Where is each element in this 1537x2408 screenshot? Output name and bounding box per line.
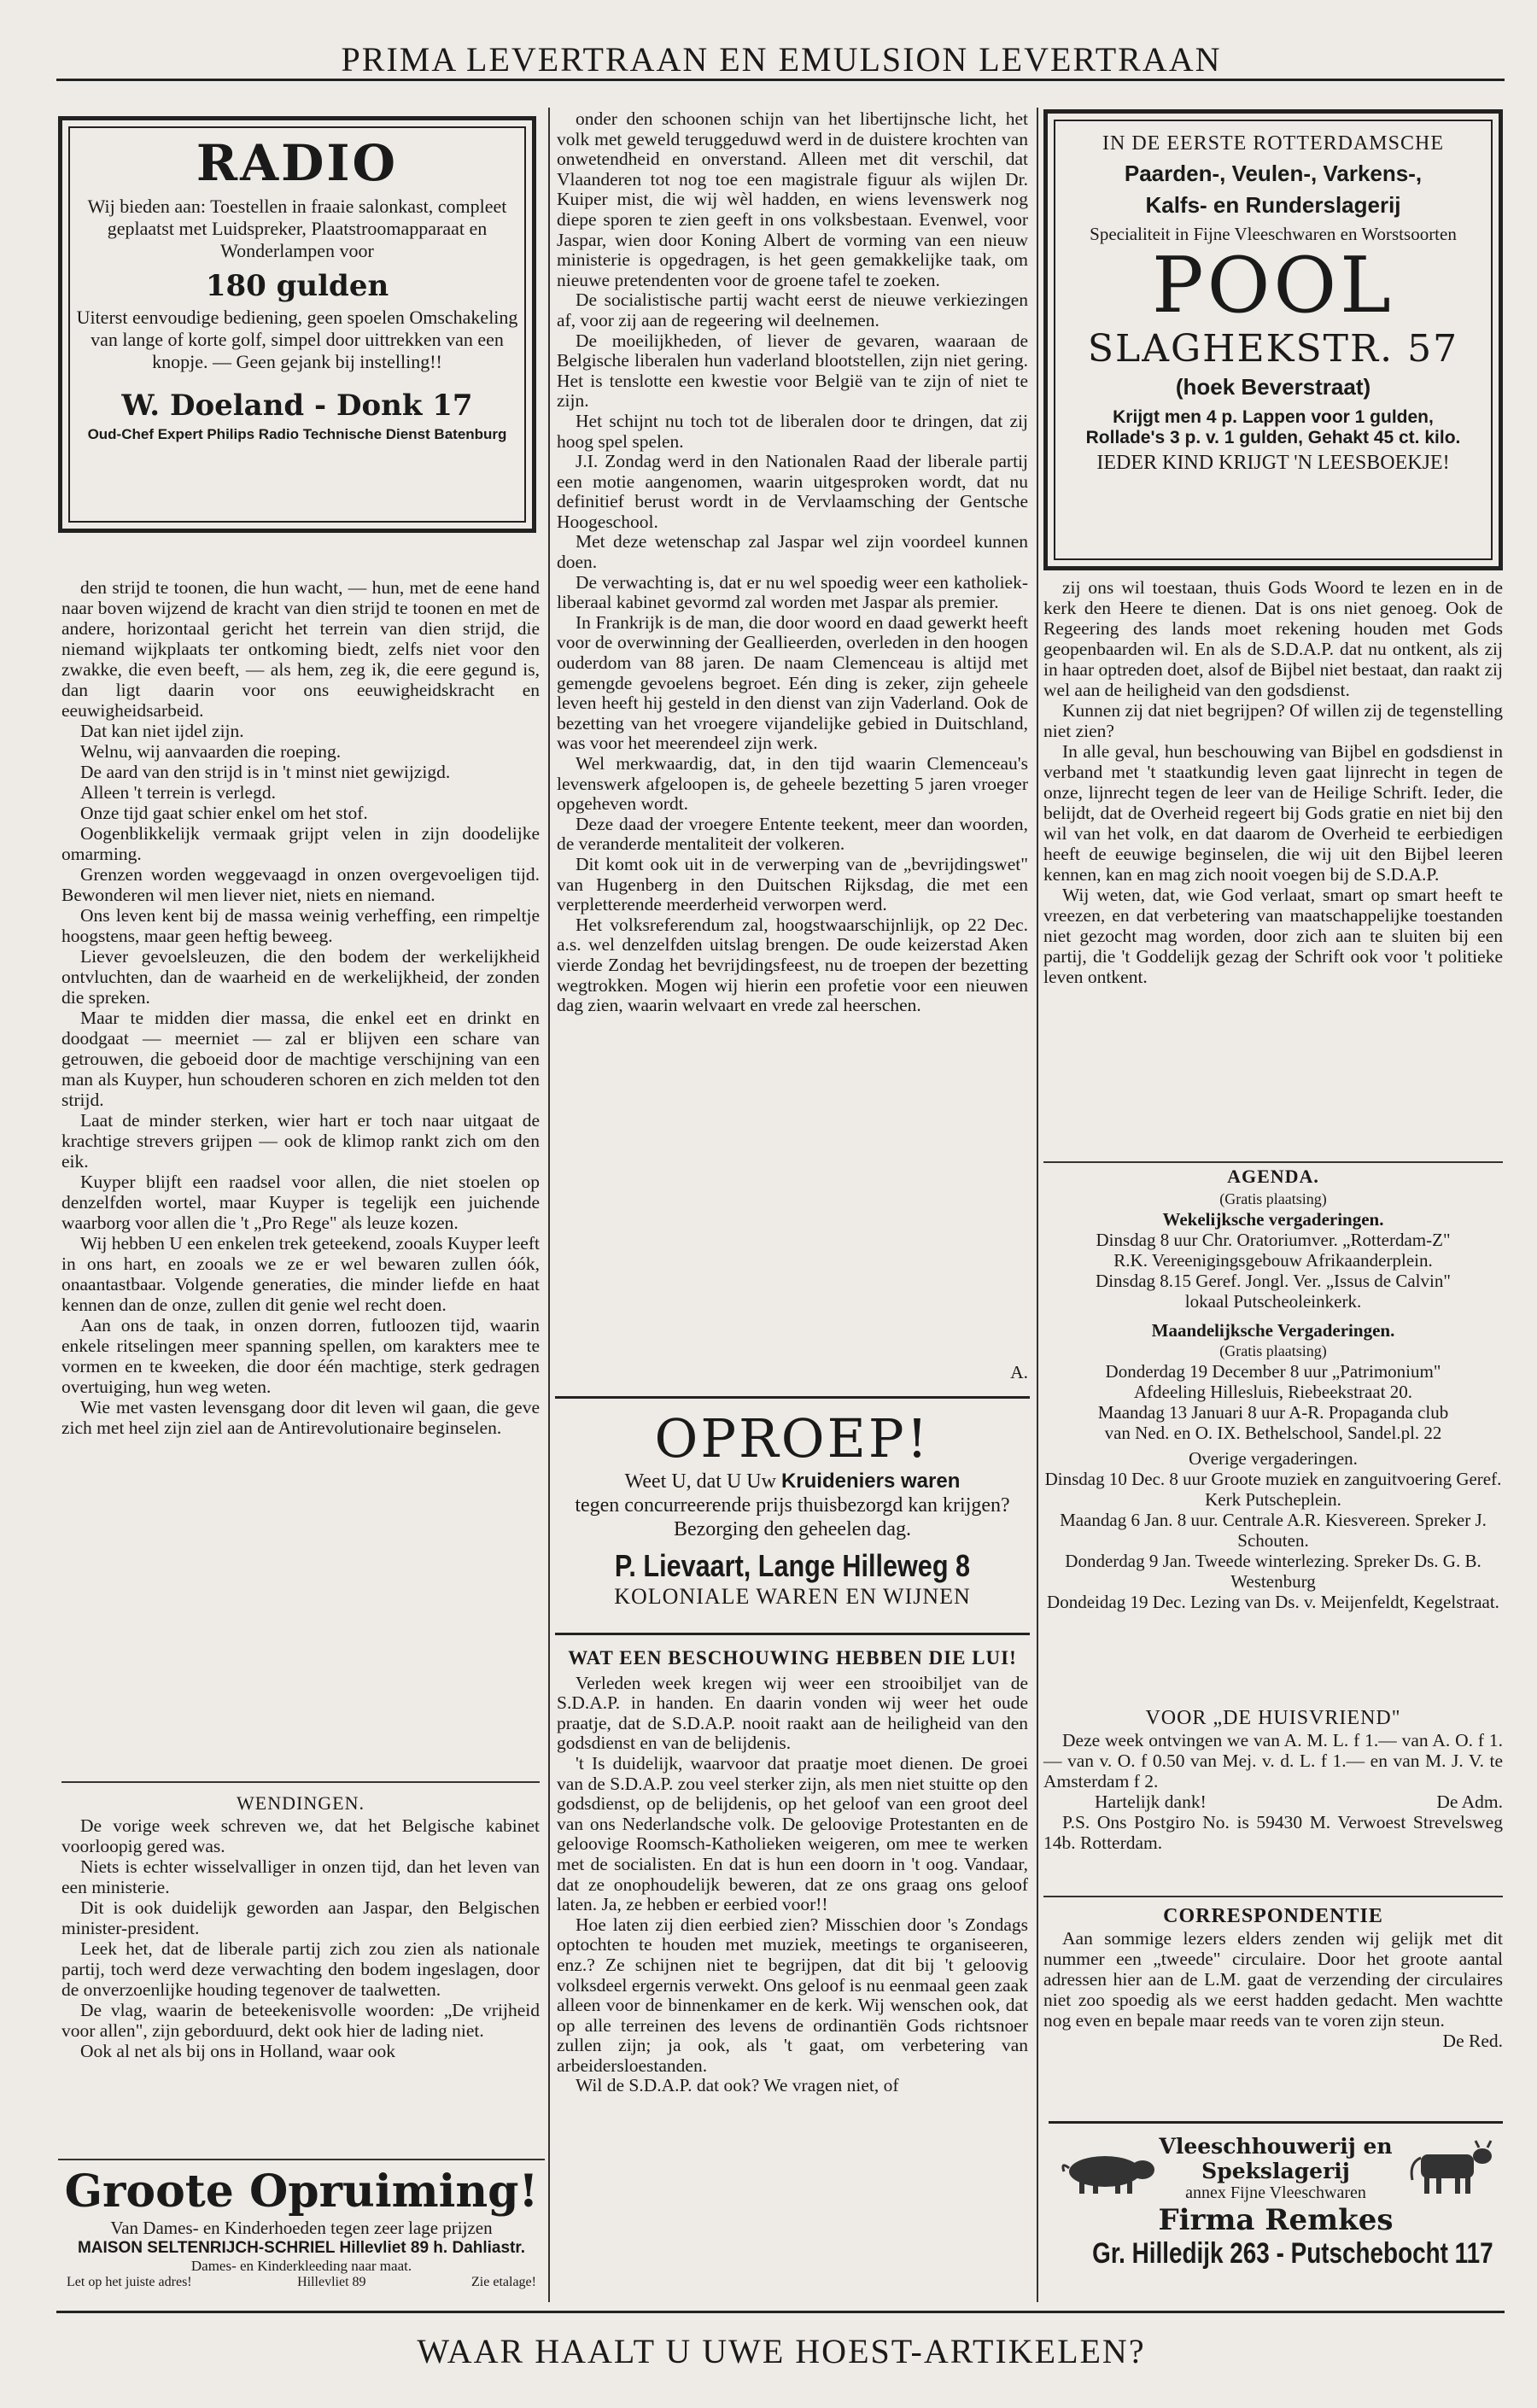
paragraph: Het schijnt nu toch tot de liberalen door te dringen, dat zij hoog spel spelen. xyxy=(557,410,1028,452)
paragraph: Liever gevoelsleuzen, die den bodem der werkelijkheid ontvluchten, dan de waarheid en de werkelijkheid, der zonden die spreken. xyxy=(61,946,540,1008)
remkes-line2: Spekslagerij xyxy=(1201,2159,1350,2183)
paragraph: zij ons wil toestaan, thuis Gods Woord te lezen en in de kerk den Heere te dienen. Dat is ons niet genoeg. Ook de Regeering des lands moet rekening houden met Gods geopenbaarden wil. En als de S.D.A.P. dat nu ontkent, als zij in haar optreden doet, alsof de Bijbel niet bestaat, dan raakt zij wel aan de heiligheid van den godsdienst. xyxy=(1043,577,1503,700)
agenda-monthly-title: Maandelijksche Vergaderingen. xyxy=(1151,1320,1395,1341)
opruiming-ad xyxy=(58,2159,545,2287)
agenda-rule xyxy=(1043,1161,1503,1163)
pool-name: POOL xyxy=(1152,241,1394,330)
agenda-other-title: Overige vergaderingen. xyxy=(1189,1448,1358,1469)
agenda-entry: Dinsdag 8 uur Chr. Oratoriumver. „Rotterdam-Z" xyxy=(1096,1230,1451,1250)
paragraph: Wij weten, dat, wie God verlaat, smart op smart heeft te vreezen, en dat verbetering van maatschappelijke toestanden niet gezocht mag worden, door zich aan te sluiten bij een partij, die 't Goddelijk gezag der Schrift ook voor 't politieke leven ontkent. xyxy=(1043,885,1503,987)
agenda-entry: Donderdag 19 December 8 uur „Patrimonium" xyxy=(1105,1361,1441,1382)
pool-line3: Kalfs- en Runderslagerij xyxy=(1145,192,1401,218)
beschouwing-article xyxy=(557,1648,1028,2096)
agenda-entry: Maandag 13 Januari 8 uur A-R. Propaganda club xyxy=(1097,1402,1449,1423)
paragraph: Welnu, wij aanvaarden die roeping. xyxy=(80,741,342,762)
agenda-entry: R.K. Vereenigingsgebouw Afrikaanderplein. xyxy=(1113,1250,1433,1271)
paragraph: Aan ons de taak, in onzen dorren, futloozen tijd, waarin enkele ritselingen meer spanning spellen, om karakters mee te vormen en te kweeken, die door één machtige, sterk gedragen overtuiging, hun weg weten. xyxy=(61,1315,540,1397)
paragraph: Deze daad der vroegere Entente teekent, meer dan woorden, de veranderde mentaliteit der volkeren. xyxy=(557,813,1028,855)
paragraph: Alleen 't terrein is verlegd. xyxy=(80,782,276,803)
opruiming-line4-left: Let op het juiste adres! xyxy=(67,2275,192,2289)
remkes-address: Gr. Hilledijk 263 - Putschebocht 117 xyxy=(1092,2237,1493,2270)
pig-icon xyxy=(1055,2146,1158,2201)
pool-offer1: Krijgt men 4 p. Lappen voor 1 gulden, xyxy=(1113,407,1434,427)
oproep-line1-b: Kruideniers waren xyxy=(780,1470,961,1493)
paragraph: Wel merkwaardig, dat, in den tijd waarin Clemenceau's levenswerk afgeloopen is, de geheele bezetting 5 jaren vroeger opgeheven wordt. xyxy=(557,753,1028,815)
paragraph: In alle geval, hun beschouwing van Bijbel en godsdienst in verband met 't staatkundig leven gaat lijnrecht in tegen de onze, lijnrecht tegen de leer van de Heilige Schrift. Ieder, die belijdt, dat de Overheid regeert bij Gods gratie en niet bij den wil van het volk, en dat daarom de Overheid te eerbiedigen heeft de eeuwige beginselen, die wij uit den Bijbel leeren kennen, kan en mag zich nooit voegen bij de S.D.A.P. xyxy=(1043,741,1503,885)
column-3-article xyxy=(1043,577,1503,987)
correspondentie-sign: De Red. xyxy=(1442,2031,1503,2051)
oproep-sub: KOLONIALE WAREN EN WIJNEN xyxy=(614,1584,971,1609)
column-divider-1 xyxy=(548,108,550,2302)
cow-icon xyxy=(1402,2137,1496,2201)
remkes-line3: annex Fijne Vleeschwaren xyxy=(1185,2183,1366,2202)
paragraph: onder den schoonen schijn van het libertijnsche licht, het volk met geweld teruggeduwd werd in de duistere krochten van onwetendheid en onverstand. Alleen met dit verschil, dat Vlaanderen tot nog toe een magistrale figuur als wijlen Dr. Kuiper mist, die wij wèl hadden, en wiens levenswerk nog diepe sporen te zien geeft in ons volksbestaan. Evenwel, voor Jaspar, wien door Koning Albert de vorming van een nieuw ministerie is opgedragen, is het geen gemakkelijke taak, om nieuwe pretendenten voor de groene tafel te zoeken. xyxy=(557,108,1028,290)
agenda-entry: Dinsdag 8.15 Geref. Jongl. Ver. „Issus de Calvin" xyxy=(1096,1271,1451,1291)
oproep-line2: tegen concurreerende prijs thuisbezorgd kan krijgen? Bezorging den geheelen dag. xyxy=(575,1494,1010,1540)
opruiming-line3: Dames- en Kinderkleeding naar maat. xyxy=(190,2258,412,2274)
paragraph: Met deze wetenschap zal Jaspar wel zijn voordeel kunnen doen. xyxy=(557,531,1028,573)
beschouwing-title: WAT EEN BESCHOUWING HEBBEN DIE LUI! xyxy=(568,1647,1017,1669)
paragraph: 't Is duidelijk, waarvoor dat praatje moet dienen. De groei van de S.D.A.P. zou veel sterker zijn, als men niet stuitte op den godsdienst, op de belijdenis, op het geloof van een groot deel van ons Nederlandsche volk. De geloovige Protestanten en de geloovige Roomsch-Katholieken weigeren, om mee te werken met de socialisten. En dat is hun een doorn in 't oog. Vandaar, dat ze onophoudelijk beweren, dat ze ons graag ons geloof laten. Ja, ze hebben er eerbied voor!! xyxy=(557,1752,1028,1915)
oproep-ad xyxy=(555,1396,1030,1635)
paragraph: Kuyper blijft een raadsel voor allen, die niet stoelen op denzelfden wortel, maar Kuyper is tegelijk een juichende waarborg voor allen die 't „Pro Rege" als leuze kozen. xyxy=(61,1172,540,1233)
column-2-signature: A. xyxy=(1010,1362,1028,1382)
pool-offer3: IEDER KIND KRIJGT 'N LEESBOEKJE! xyxy=(1096,452,1450,474)
correspondentie-section xyxy=(1043,1896,1503,2051)
footer-rule xyxy=(56,2311,1505,2313)
paragraph: Hoe laten zij dien eerbied zien? Misschien door 's Zondags optochten te houden met muziek, meetings te organiseeren, enz.? Ze schijnen niet te begrijpen, dat dit bij 't geloovig volksdeel ergernis verwekt. Ons geloof is nu eenmaal geen zaak alleen voor de binnenkamer en de kerk. Wij wenschen ook, dat op alle terreinen des levens de ordinantiën Gods richtsnoer zullen zijn; ja ook, als 't gaat, om verbetering van arbeidersloestanden. xyxy=(557,1914,1028,2076)
paragraph: De vlag, waarin de beteekenisvolle woorden: „De vrijheid voor allen", zijn geborduurd, dekt ook hier de lading niet. xyxy=(61,2000,540,2041)
agenda-monthly-sub: (Gratis plaatsing) xyxy=(1219,1342,1327,1359)
paragraph: Dat kan niet ijdel zijn. xyxy=(80,721,244,741)
column-1-article xyxy=(61,577,540,1438)
pool-corner: (hoek Beverstraat) xyxy=(1175,374,1371,400)
opruiming-line2: MAISON SELTENRIJCH-SCHRIEL Hillevliet 89 h. Dahliastr. xyxy=(77,2239,526,2257)
huisvriend-section xyxy=(1043,1708,1503,1853)
paragraph: De verwachting is, dat er nu wel spoedig weer een katholiek-liberaal kabinet gevormd zal worden met Jaspar als premier. xyxy=(557,571,1028,613)
wendingen-article xyxy=(61,1781,540,2061)
paragraph: Niets is echter wisselvalliger in onzen tijd, dan het leven van een ministerie. xyxy=(61,1856,540,1897)
paragraph: De moeilijkheden, of liever de gevaren, waaraan de Belgische liberalen hun vaderland blootstellen, zijn niet gering. Het is tenslotte een kwestie voor België van te zijn of niet te zijn. xyxy=(557,330,1028,412)
agenda-title: AGENDA. xyxy=(1227,1166,1319,1187)
column-2-article xyxy=(557,109,1028,1016)
correspondentie-text: Aan sommige lezers elders zenden wij gelijk met dit nummer een „tweede" circulaire. Door het groote aantal adressen hier aan de L.M. gaat de verzending der circulaires niet zoo spoedig als we eerst hadden gedacht. Men wachtte nog even en bepale maar reeds van te voren zijn steun. xyxy=(1043,1928,1503,2031)
masthead-rule xyxy=(56,79,1505,81)
column-divider-2 xyxy=(1037,108,1038,2302)
correspondentie-title: CORRESPONDENTIE xyxy=(1163,1905,1383,1927)
agenda-other-list xyxy=(1043,1469,1503,1612)
oproep-title: OPROEP! xyxy=(654,1407,931,1470)
paragraph: In Frankrijk is de man, die door woord en daad gewerkt heeft voor de overwinning der Geallieerden, overleden in den hoogen ouderdom van 88 jaren. De naam Clemenceau is altijd met gemengde gevoelens begroet. Eén ding is zeker, zijn geheele leven heeft hij gesteld in den dienst van zijn Vaderland. Ook de bezetting van het vroegere vijandelijke gebied in Duitschland, was voor het meerendeel zijn werk. xyxy=(557,611,1028,754)
paragraph: Wij hebben U een enkelen trek geteekend, zooals Kuyper leeft in ons hart, en zooals we ze er wel bewaren zullen óók, onaantastbaar. Volgende generaties, die minder liefde en haat kennen dan de onze, zullen dit genie wel recht doen. xyxy=(61,1233,540,1315)
agenda-entry: Maandag 6 Jan. 8 uur. Centrale A.R. Kiesvereen. Spreker J. Schouten. xyxy=(1060,1510,1487,1551)
huisvriend-thanks-row xyxy=(1043,1791,1503,1812)
radio-ad-title: RADIO xyxy=(196,134,399,192)
agenda-entry: lokaal Putscheoleinkerk. xyxy=(1184,1291,1362,1312)
pool-line2: Paarden-, Veulen-, Varkens-, xyxy=(1124,161,1423,186)
huisvriend-adm: De Adm. xyxy=(1436,1791,1503,1812)
radio-ad xyxy=(58,116,536,533)
pool-line1: IN DE EERSTE ROTTERDAMSCHE xyxy=(1102,132,1444,155)
opruiming-rule xyxy=(58,2159,545,2160)
paragraph: Maar te midden dier massa, die enkel eet en drinkt en doodgaat — meerniet — zal er blijven een schare van getrouwen, die geboeid door de machtige verschijning van een man als Kuyper, hun schouderen schoren en zich melden tot den strijd. xyxy=(61,1008,540,1110)
paragraph: Laat de minder sterken, wier hart er toch naar uitgaat de krachtige strevers grijpen — ook de klimop rankt zich om den eik. xyxy=(61,1110,540,1172)
paragraph: Wie met vasten levensgang door dit leven wil gaan, die geve zich met heel zijn ziel aan de Antirevolutionaire beginselen. xyxy=(61,1397,540,1438)
remkes-name: Firma Remkes xyxy=(1158,2203,1394,2237)
paragraph: J.I. Zondag werd in den Nationalen Raad der liberale partij een motie aangenomen, waarin uitgesproken wordt, dat nu definitief berust wordt in de Vervlaamsching der Gentsche Hoogeschool. xyxy=(557,451,1028,532)
oproep-line1-a: Weet U, dat U Uw xyxy=(624,1470,781,1493)
pool-ad xyxy=(1043,109,1503,570)
paragraph: Ons leven kent bij de massa weinig verheffing, een rimpeltje hoogstens, maar geen heftig beweeg. xyxy=(61,905,540,946)
footer-banner: WAAR HAALT U UWE HOEST-ARTIKELEN? xyxy=(417,2332,1146,2370)
huisvriend-ps: P.S. Ons Postgiro No. is 59430 M. Verwoest Strevelsweg 14b. Rotterdam. xyxy=(1043,1812,1503,1853)
opruiming-line4-right: Zie etalage! xyxy=(471,2275,536,2289)
wendingen-body xyxy=(61,1815,540,2061)
paragraph: den strijd te toonen, die hun wacht, — hun, met de eene hand naar boven wijzend de kracht van dien strijd te toonen en met de andere, horizontaal gericht het terrein van dien strijd, die niemand wijkplaats ter ontkoming biedt, zelfs niet voor den zwakke, die even beeft, — als hem, zeg ik, die eere gegund is, dan ligt daarin voor ons eeuwigheidskracht en eeuwigheidsarbeid. xyxy=(61,577,540,721)
radio-ad-name: W. Doeland - Donk 17 xyxy=(121,389,473,423)
huisvriend-text: Deze week ontvingen we van A. M. L. f 1.— van A. O. f 1.— van v. O. f 0.50 van Mej. v. d. L. f 1.— en van M. J. V. te Amsterdam f 2. xyxy=(1043,1730,1503,1791)
remkes-line1: Vleeschhouwerij en xyxy=(1159,2134,1393,2159)
radio-ad-details: Uiterst eenvoudige bediening, geen spoelen Omschakeling van lange of korte golf, simpel door uittrekken van een knopje. — Geen gejank bij instelling!! xyxy=(76,307,518,372)
oproep-name: P. Lievaart, Lange Hilleweg 8 xyxy=(614,1548,971,1583)
agenda-entry: van Ned. en O. IX. Bethelschool, Sandel.pl. 22 xyxy=(1104,1423,1442,1443)
agenda-entry: Dondeidag 19 Dec. Lezing van Ds. v. Meijenfeldt, Kegelstraat. xyxy=(1047,1592,1499,1612)
pool-street: SLAGHEKSTR. 57 xyxy=(1087,327,1459,371)
agenda-entry: Donderdag 9 Jan. Tweede winterlezing. Spreker Ds. G. B. Westenburg xyxy=(1065,1551,1481,1592)
opruiming-line1: Van Dames- en Kinderhoeden tegen zeer lage prijzen xyxy=(110,2218,493,2238)
beschouwing-body xyxy=(557,1674,1028,2096)
agenda-section xyxy=(1043,1161,1503,1612)
masthead: PRIMA LEVERTRAAN EN EMULSION LEVERTRAAN xyxy=(341,40,1222,79)
paragraph: Kunnen zij dat niet begrijpen? Of willen zij de tegenstelling niet zien? xyxy=(1043,700,1503,741)
agenda-entry: Afdeeling Hillesluis, Riebeekstraat 20. xyxy=(1133,1382,1412,1402)
paragraph: Het volksreferendum zal, hoogstwaarschijnlijk, op 22 Dec. a.s. wel denzelfden uitslag brengen. De oude keizerstad Aken vierde Zondag het bevrijdingsfeest, nu de troepen der bezetting wegtrokken. Mogen wij hierin een profetie voor een nieuwen dag zien, waarin welvaart en vrede zal heerschen. xyxy=(557,914,1028,1016)
paragraph: Leek het, dat de liberale partij zich zou zien als nationale partij, toch werd deze verwachting den bodem ingeslagen, door de onverzoenlijke houding tegenover de taalwetten. xyxy=(61,1938,540,2000)
opruiming-line4 xyxy=(58,2275,545,2290)
paragraph: Oogenblikkelijk vermaak grijpt velen in zijn doodelijke omarming. xyxy=(61,823,540,864)
paragraph: Grenzen worden weggevaagd in onzen overgevoeligen tijd. Bewonderen wil men liever niet, niets en niemand. xyxy=(61,864,540,905)
radio-ad-price: 180 gulden xyxy=(205,269,389,303)
paragraph: Dit is ook duidelijk geworden aan Jaspar, den Belgischen minister-president. xyxy=(61,1897,540,1938)
pool-line4: Specialiteit in Fijne Vleeschwaren en Worstsoorten xyxy=(1090,224,1457,244)
pool-offer2: Rollade's 3 p. v. 1 gulden, Gehakt 45 ct. kilo. xyxy=(1085,428,1461,447)
paragraph: De socialistische partij wacht eerst de nieuwe verkiezingen af, voor zij aan de regeering wil deelnemen. xyxy=(557,289,1028,330)
paragraph: Onze tijd gaat schier enkel om het stof. xyxy=(80,803,368,823)
radio-ad-sub: Oud-Chef Expert Philips Radio Technische Dienst Batenburg xyxy=(87,426,507,442)
paragraph: De vorige week schreven we, dat het Belgische kabinet voorloopig gered was. xyxy=(61,1815,540,1856)
paragraph: Dit komt ook uit in de verwerping van de „bevrijdingswet" van Hugenberg in den Duitschen Rijksdag, die met een verpletterende meerderheid verworpen werd. xyxy=(557,853,1028,915)
oproep-line1 xyxy=(560,1470,1025,1493)
radio-ad-text: Wij bieden aan: Toestellen in fraaie salonkast, compleet geplaatst met Luidspreker, Plaatstroomapparaat en Wonderlampen voor xyxy=(87,196,507,261)
agenda-sub: (Gratis plaatsing) xyxy=(1219,1190,1327,1207)
correspondentie-rule xyxy=(1043,1896,1503,1897)
remkes-ad xyxy=(1049,2121,1503,2297)
huisvriend-thanks: Hartelijk dank! xyxy=(1095,1791,1207,1812)
paragraph: Wil de S.D.A.P. dat ook? We vragen niet, of xyxy=(576,2075,899,2096)
paragraph: Verleden week kregen wij weer een strooibiljet van de S.D.A.P. in handen. En daarin vonden wij weer het oude praatje, dat de S.D.A.P. nooit raakt aan de heiligheid van den godsdienst en van de belijdenis. xyxy=(557,1672,1028,1754)
agenda-weekly-list xyxy=(1043,1230,1503,1312)
huisvriend-title: VOOR „DE HUISVRIEND" xyxy=(1145,1707,1401,1729)
agenda-weekly-title: Wekelijksche vergaderingen. xyxy=(1162,1209,1384,1230)
agenda-entry: Dinsdag 10 Dec. 8 uur Groote muziek en zanguitvoering Geref. Kerk Putscheplein. xyxy=(1044,1469,1502,1510)
opruiming-line4-mid: Hillevliet 89 xyxy=(297,2275,366,2289)
opruiming-title: Groote Opruiming! xyxy=(64,2165,539,2218)
paragraph: De aard van den strijd is in 't minst niet gewijzigd. xyxy=(80,762,451,782)
wendingen-rule xyxy=(61,1781,540,1783)
agenda-monthly-list xyxy=(1043,1361,1503,1443)
wendingen-title: WENDINGEN. xyxy=(237,1792,365,1814)
paragraph: Ook al net als bij ons in Holland, waar ook xyxy=(80,2041,396,2061)
